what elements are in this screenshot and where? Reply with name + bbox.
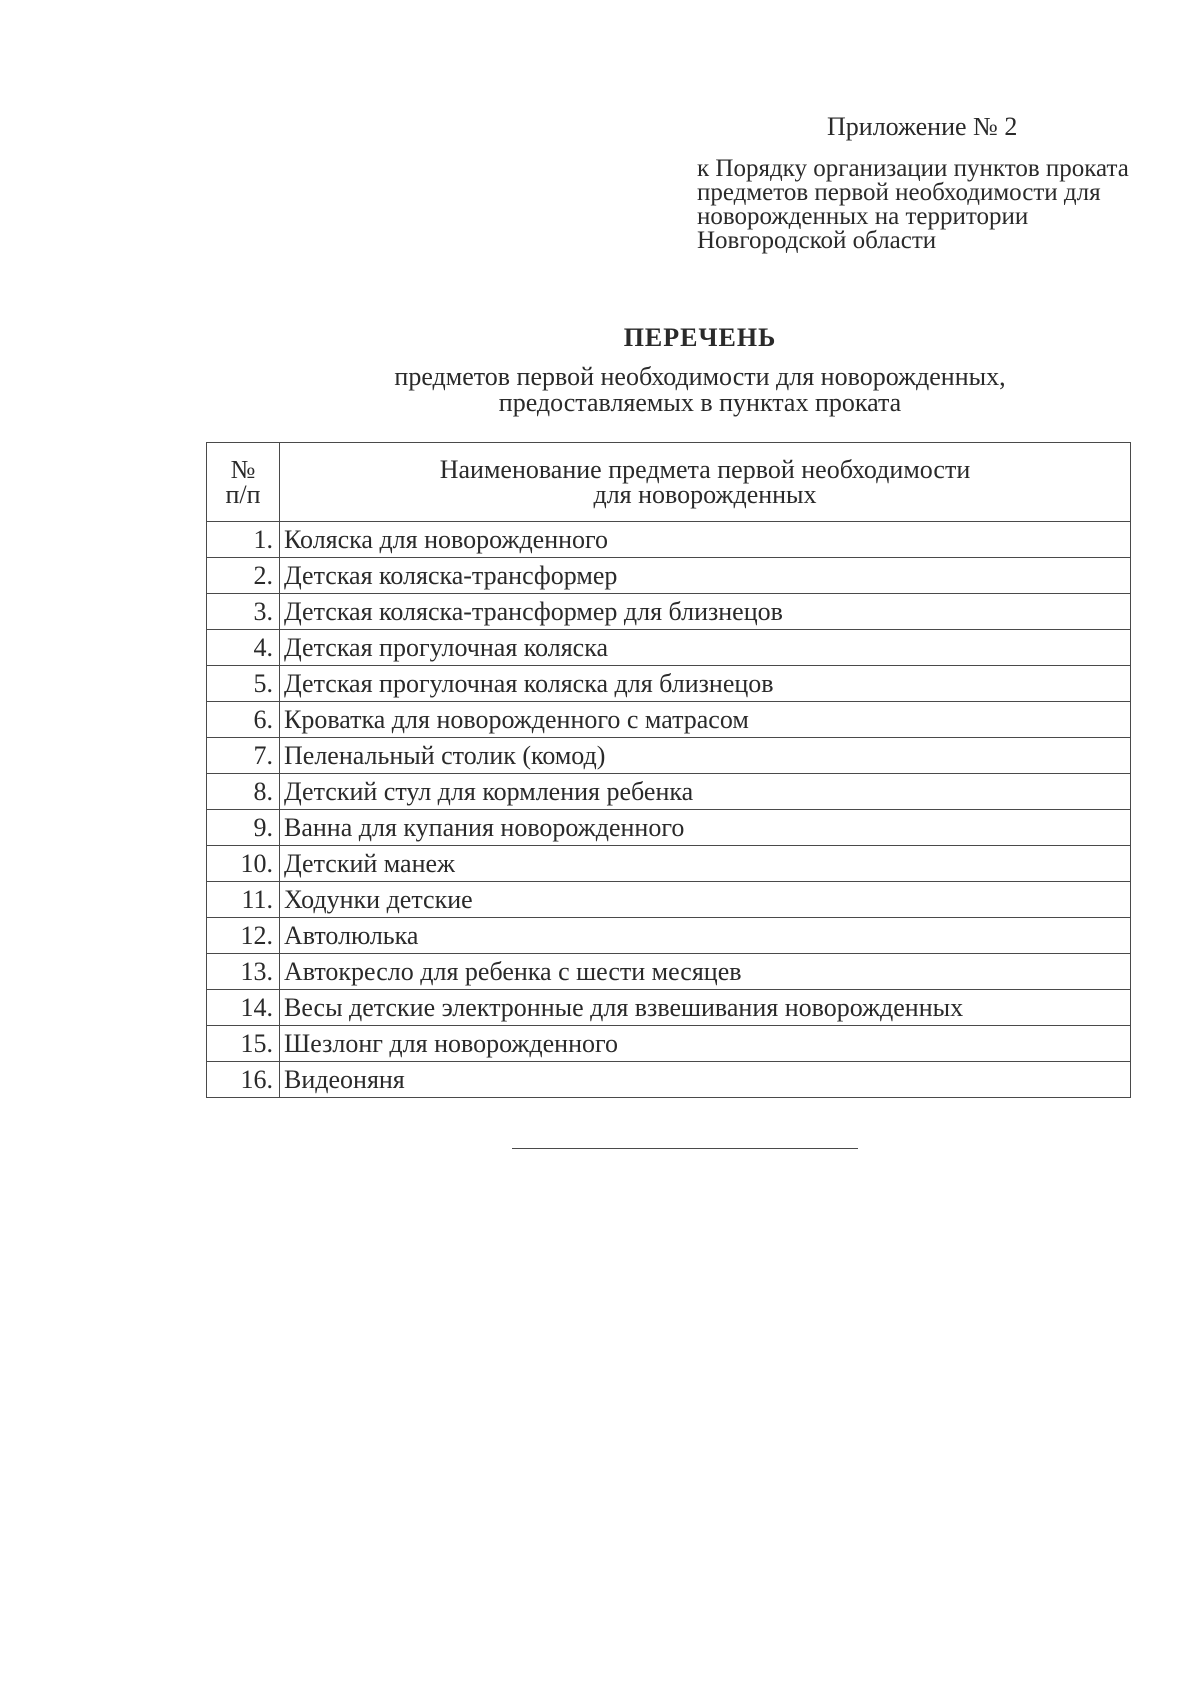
row-number: 12. [207, 918, 280, 954]
row-number: 6. [207, 702, 280, 738]
end-divider [512, 1148, 858, 1149]
table-row [207, 702, 1131, 738]
appendix-reference-line: Новгородской области [697, 227, 937, 254]
appendix-reference-line: к Порядку организации пунктов проката [697, 155, 1129, 182]
row-item-name: Детская коляска-трансформер [280, 558, 1131, 594]
table-row [207, 1062, 1131, 1098]
row-number: 4. [207, 630, 280, 666]
row-number: 3. [207, 594, 280, 630]
table-row [207, 954, 1131, 990]
table-row [207, 738, 1131, 774]
table-row [207, 810, 1131, 846]
subtitle-line: предметов первой необходимости для новорожденных, [394, 362, 1006, 391]
row-item-name: Детская прогулочная коляска для близнецов [280, 666, 1131, 702]
row-item-name: Ванна для купания новорожденного [280, 810, 1131, 846]
table-row [207, 774, 1131, 810]
row-item-name: Автолюлька [280, 918, 1131, 954]
appendix-reference-line: предметов первой необходимости для [697, 179, 1101, 206]
row-item-name: Шезлонг для новорожденного [280, 1026, 1131, 1062]
table-row [207, 594, 1131, 630]
table-row [207, 630, 1131, 666]
table-row [207, 882, 1131, 918]
subtitle-line: предоставляемых в пунктах проката [498, 388, 902, 417]
row-number: 13. [207, 954, 280, 990]
table-row [207, 918, 1131, 954]
header-number-line: п/п [225, 480, 261, 509]
table-row [207, 666, 1131, 702]
row-item-name: Кроватка для новорожденного с матрасом [280, 702, 1131, 738]
table-row [207, 1026, 1131, 1062]
row-number: 1. [207, 522, 280, 558]
row-number: 16. [207, 1062, 280, 1098]
row-item-name: Коляска для новорожденного [280, 522, 1131, 558]
appendix-number: Приложение № 2 [827, 112, 1018, 141]
table-row [207, 558, 1131, 594]
row-number: 11. [207, 882, 280, 918]
row-item-name: Весы детские электронные для взвешивания новорожденных [280, 990, 1131, 1026]
row-item-name: Видеоняня [280, 1062, 1131, 1098]
row-item-name: Детский манеж [280, 846, 1131, 882]
table-row [207, 522, 1131, 558]
appendix-reference-line: новорожденных на территории [697, 203, 1029, 230]
row-item-name: Автокресло для ребенка с шести месяцев [280, 954, 1131, 990]
row-number: 9. [207, 810, 280, 846]
row-item-name: Пеленальный столик (комод) [280, 738, 1131, 774]
table-header-row [207, 443, 1131, 522]
row-item-name: Детская прогулочная коляска [280, 630, 1131, 666]
row-number: 15. [207, 1026, 280, 1062]
items-table [206, 442, 1131, 1098]
appendix-block [697, 111, 1177, 253]
header-number-cell [207, 443, 280, 522]
document-title: ПЕРЕЧЕНЬ [623, 323, 777, 352]
row-number: 8. [207, 774, 280, 810]
row-number: 5. [207, 666, 280, 702]
row-item-name: Детский стул для кормления ребенка [280, 774, 1131, 810]
table-row [207, 990, 1131, 1026]
document-subtitle [0, 364, 1200, 416]
row-item-name: Ходунки детские [280, 882, 1131, 918]
row-number: 10. [207, 846, 280, 882]
header-name-line: для новорожденных [593, 480, 817, 509]
row-number: 7. [207, 738, 280, 774]
appendix-reference [697, 157, 1177, 253]
row-item-name: Детская коляска-трансформер для близнецов [280, 594, 1131, 630]
row-number: 14. [207, 990, 280, 1026]
header-number-line: № [230, 455, 256, 484]
row-number: 2. [207, 558, 280, 594]
header-name-line: Наименование предмета первой необходимости [439, 455, 971, 484]
table-row [207, 846, 1131, 882]
header-name-cell [280, 443, 1131, 522]
